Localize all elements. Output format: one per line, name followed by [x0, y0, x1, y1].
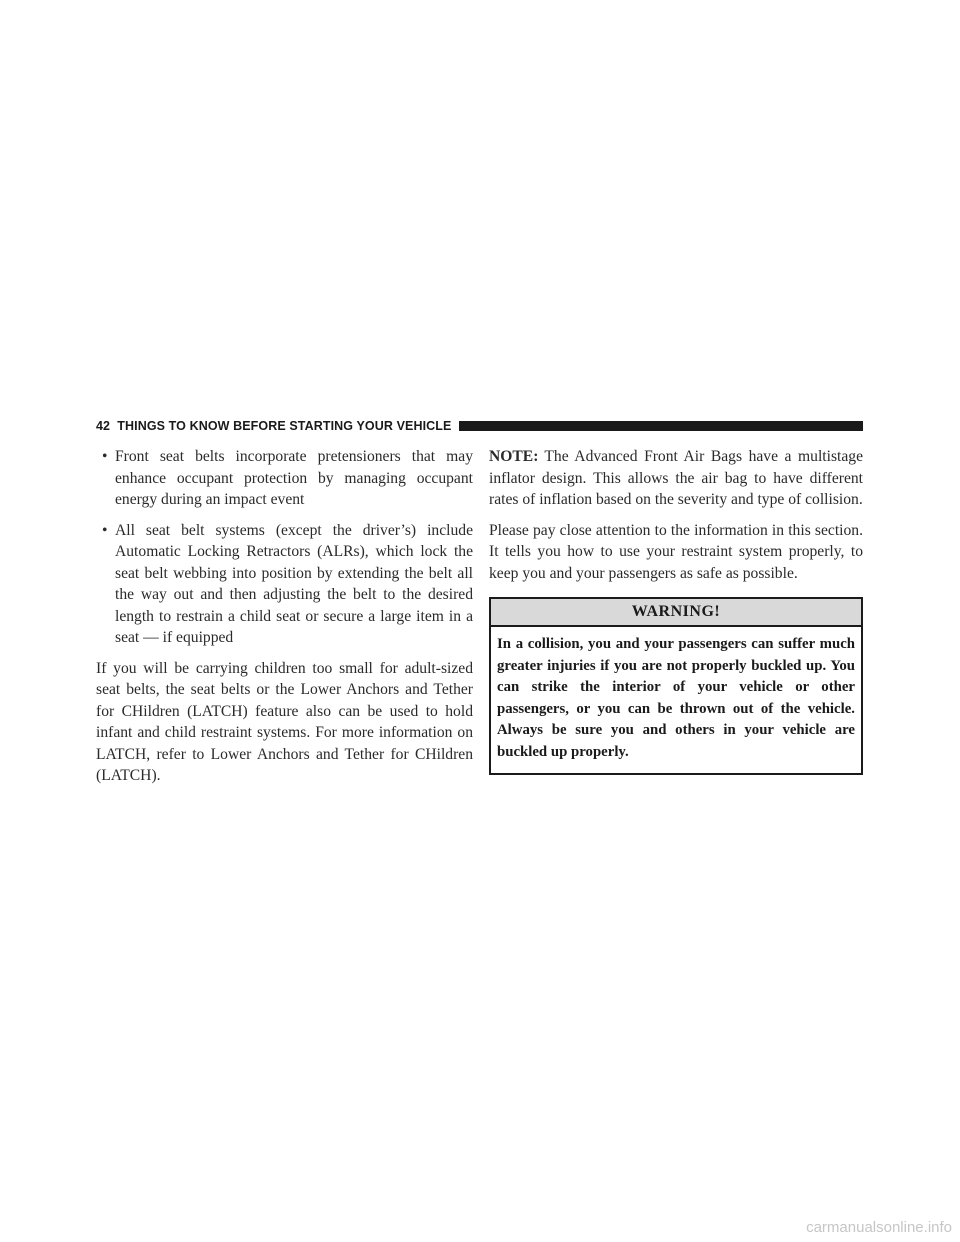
right-column — [489, 446, 863, 775]
left-column — [96, 446, 473, 796]
latch-paragraph: If you will be carrying children too small for adult-sized seat belts, the seat belts or the Lower Anchors and Tether for CHildren (LATCH) feature also can be used to hold infant and child restraint systems. For more information on LATCH, refer to Lower Anchors and Tether for CHildren (LATCH). — [96, 659, 473, 784]
section-title: THINGS TO KNOW BEFORE STARTING YOUR VEHICLE — [117, 419, 452, 433]
watermark: carmanualsonline.info — [806, 1219, 952, 1236]
warning-title: WARNING! — [491, 599, 861, 627]
page-header — [96, 416, 863, 436]
header-rule — [459, 421, 863, 431]
bullet-dot: • — [102, 448, 108, 465]
bullet-item — [96, 520, 473, 649]
bullet-dot: • — [102, 521, 108, 539]
bullet-text: All seat belt systems (except the driver’s) include Automatic Locking Retractors (ALRs), which lock the seat belt webbing into position by extending the belt all the way out and then adjusting the belt to the desired length to restrain a child seat or secure a large item in a seat — if equipped — [115, 521, 473, 646]
attention-paragraph: Please pay close attention to the information in this section. It tells you how to use your restraint system properly, to keep you and your passengers as safe as possible. — [489, 521, 863, 582]
bullet-text: Front seat belts incorporate pretensioners that may enhance occupant protection by managing occupant energy during an impact event — [115, 448, 473, 508]
bullet-item — [96, 446, 473, 511]
note-text: The Advanced Front Air Bags have a multistage inflator design. This allows the air bag to have different rates of inflation based on the severity and type of collision. — [489, 448, 863, 508]
note-paragraph — [489, 446, 863, 511]
warning-box — [489, 597, 863, 775]
header-spacer — [110, 419, 117, 433]
page-number: 42 — [96, 419, 111, 433]
warning-text: In a collision, you and your passengers can suffer much greater injuries if you are not properly buckled up. You can strike the interior of your vehicle or other passengers, or you can be thrown out of the vehicle. Always be sure you and others in your vehicle are buckled up properly. — [497, 636, 855, 760]
note-label: NOTE: — [489, 448, 539, 465]
